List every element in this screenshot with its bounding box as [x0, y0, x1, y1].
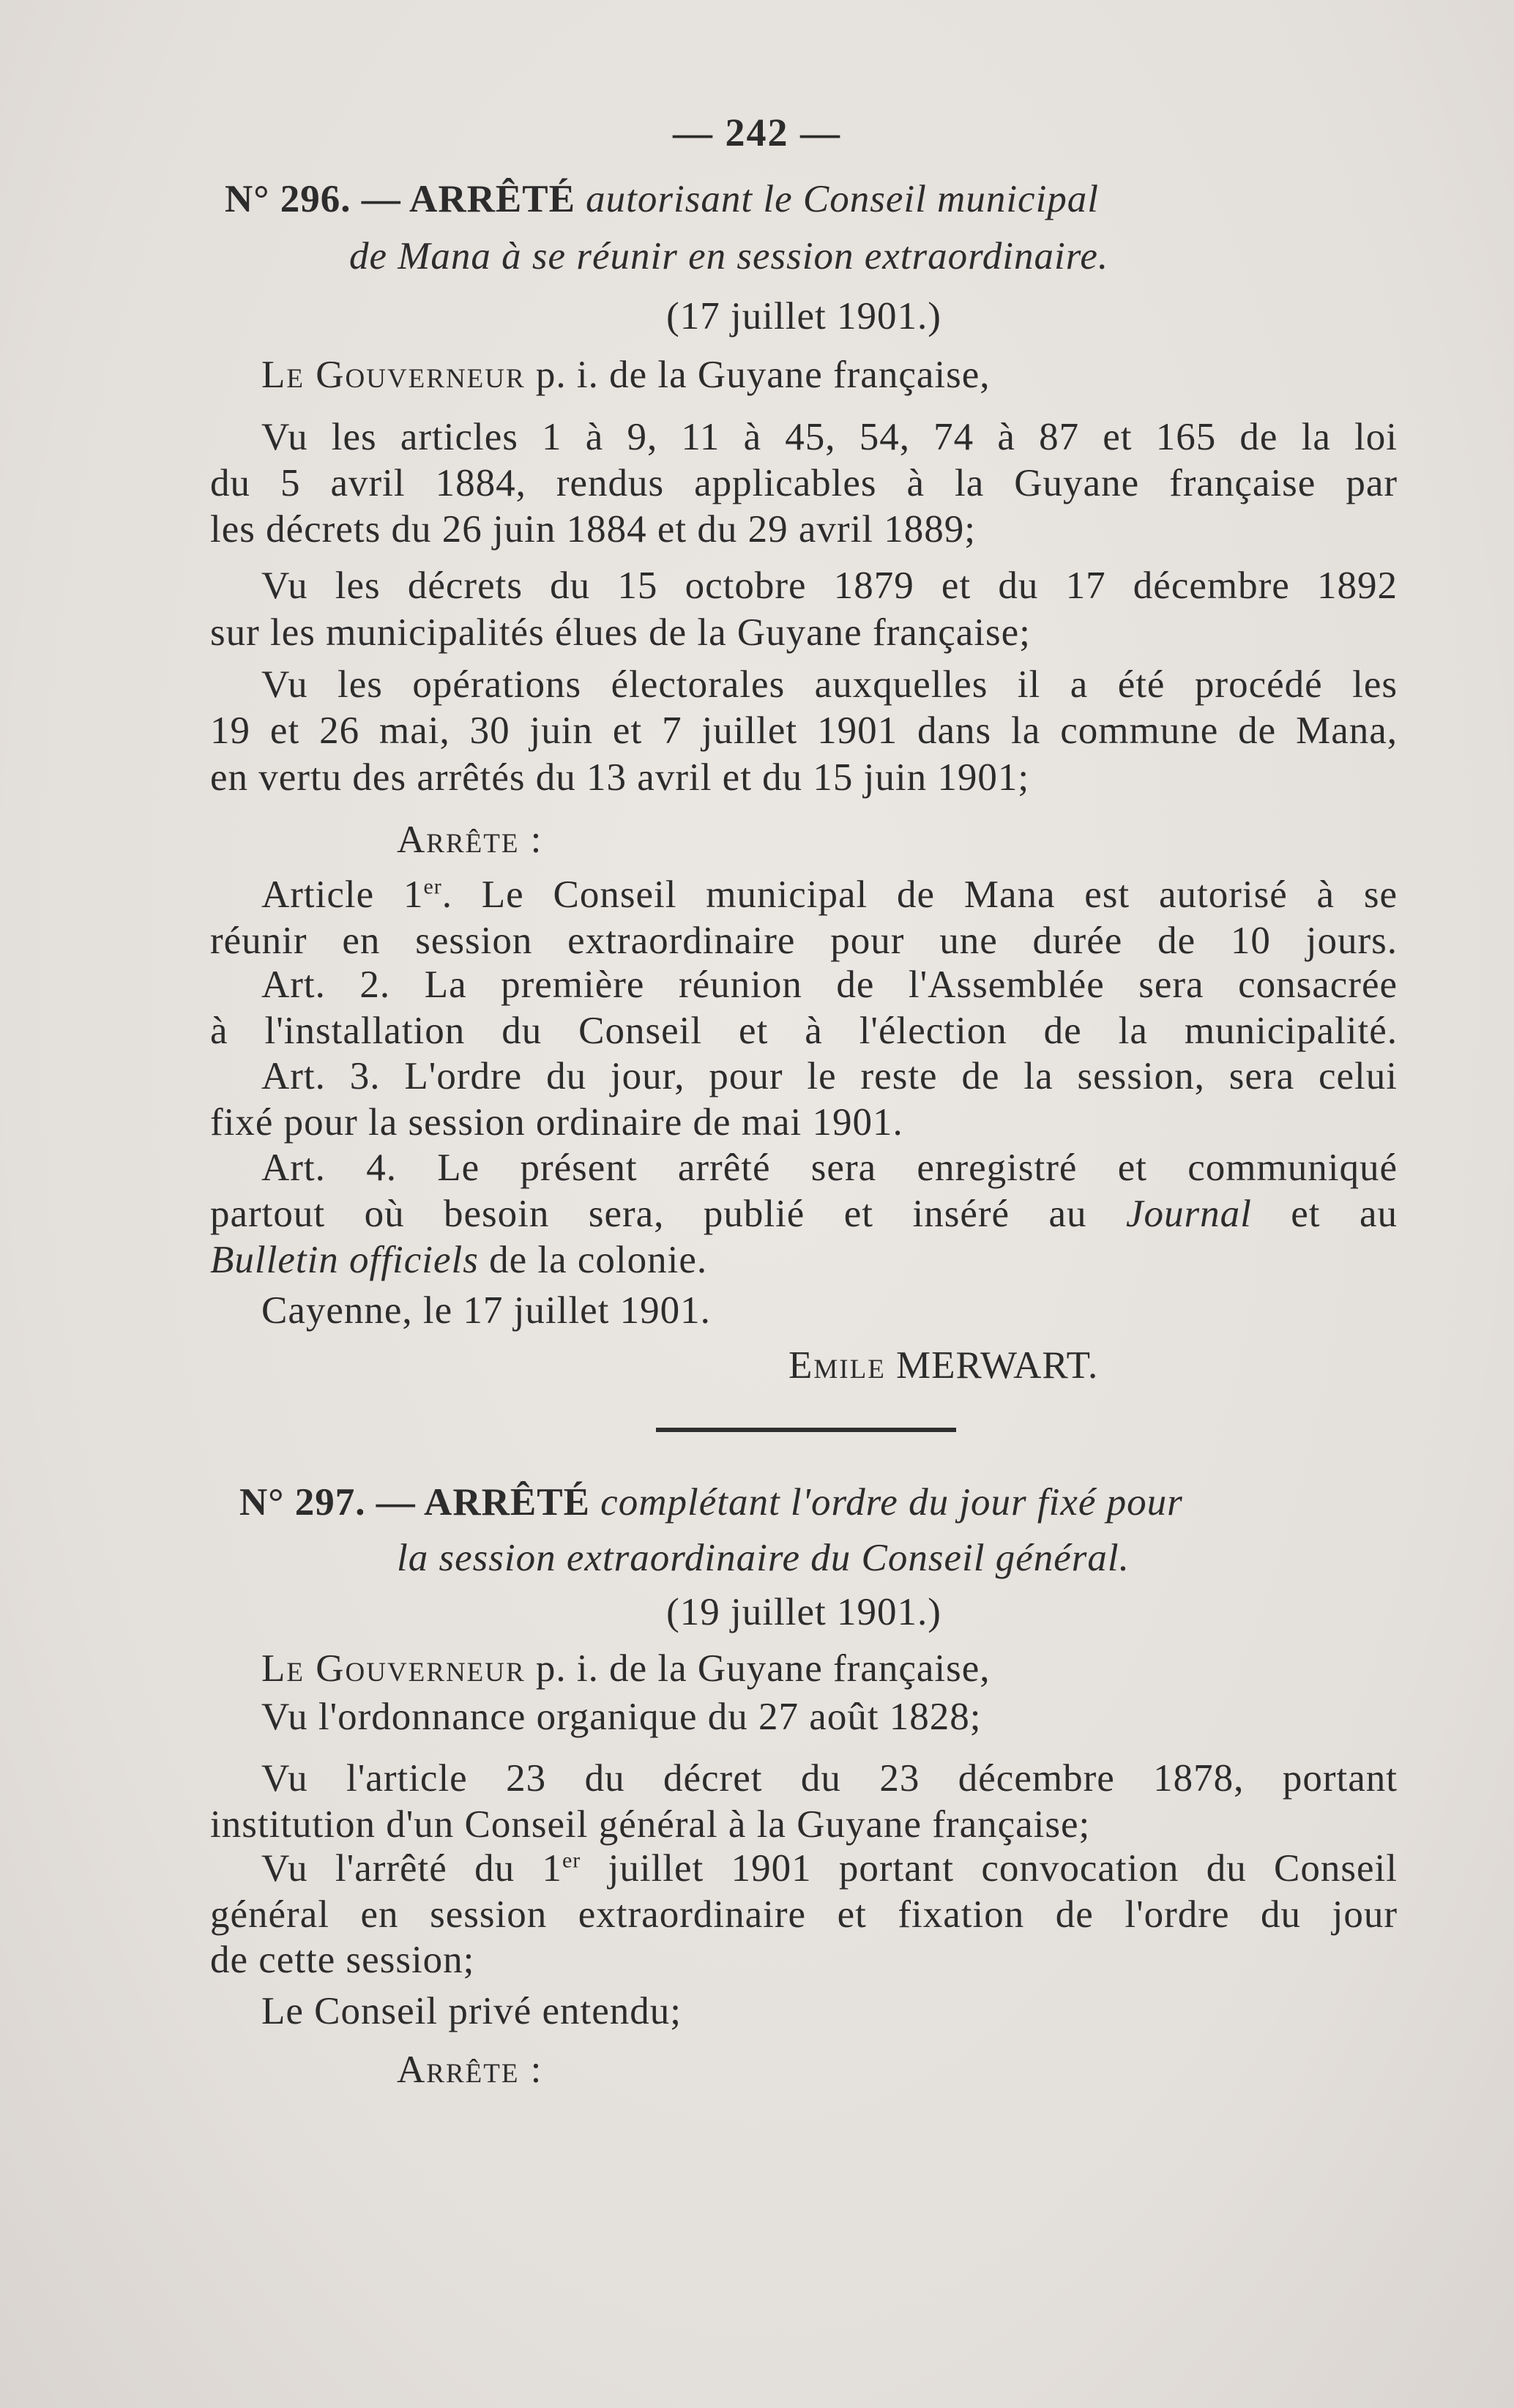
- decree-296-heading-rest: autorisant le Conseil municipal: [575, 178, 1100, 220]
- decree-297-gouverneur: [210, 1645, 1398, 1692]
- decree-297-visa1: Vu l'ordonnance organique du 27 août 1828;: [261, 1696, 982, 1738]
- decree-296-place-date: Cayenne, le 17 juillet 1901.: [261, 1289, 711, 1332]
- decree-297-visa3-line2: général en session extraordinaire et fixation de l'ordre du jour: [210, 1893, 1398, 1936]
- page-number: — 242 —: [673, 111, 841, 154]
- visa3-text: Vu l'arrêté du 1: [261, 1847, 562, 1890]
- decree-297-visa3-line3: de cette session;: [210, 1939, 475, 1981]
- decree-296-signature: [788, 1342, 1374, 1389]
- decree-296-gouverneur: [210, 351, 1398, 398]
- decree-296-art3-line1: Art. 3. L'ordre du jour, pour le reste de la session, sera celui: [261, 1055, 1398, 1097]
- decree-296-art4-line3: [210, 1237, 1398, 1283]
- decree-297-conseil: Le Conseil privé entendu;: [261, 1990, 682, 2032]
- gouverneur-label: Le Gouverneur: [261, 354, 526, 396]
- decree-297-number: N° 297. — ARRÊTÉ: [239, 1481, 590, 1524]
- decree-296-number: N° 296. — ARRÊTÉ: [225, 178, 575, 220]
- art4-text: partout où besoin sera, publié et inséré au: [210, 1193, 1126, 1235]
- decree-296-art1-line1: [210, 871, 1398, 918]
- visa3-text-end: juillet 1901 portant convocation du Conseil: [581, 1847, 1398, 1890]
- art4-text-end: et au: [1251, 1193, 1398, 1235]
- decree-296-visa1-line2: du 5 avril 1884, rendus applicables à la Guyane française par: [210, 462, 1398, 504]
- decree-297-heading-line2: la session extraordinaire du Conseil général.: [397, 1537, 1130, 1579]
- decree-296-visa3-line3: en vertu des arrêtés du 13 avril et du 15 juin 1901;: [210, 756, 1030, 799]
- decree-297-visa2-line2: institution d'un Conseil général à la Guyane française;: [210, 1803, 1091, 1846]
- decree-296-art1-line2: réunir en session extraordinaire pour une durée de 10 jours.: [210, 920, 1398, 962]
- gouverneur-rest: p. i. de la Guyane française,: [525, 1647, 991, 1690]
- decree-296-visa3-line1: Vu les opérations électorales auxquelles il a été procédé les: [261, 663, 1398, 706]
- gouverneur-label: Le Gouverneur: [261, 1647, 526, 1690]
- decree-296-art4-line2: [210, 1190, 1398, 1237]
- decree-296-visa1-line3: les décrets du 26 juin 1884 et du 29 avril 1889;: [210, 508, 976, 551]
- art4-journal: Journal: [1125, 1193, 1252, 1235]
- decree-297-arrete: Arrête :: [397, 2049, 543, 2091]
- section-divider: [656, 1428, 956, 1432]
- decree-296-visa3-line2: 19 et 26 mai, 30 juin et 7 juillet 1901 dans la commune de Mana,: [210, 709, 1398, 752]
- gouverneur-rest: p. i. de la Guyane française,: [525, 354, 991, 396]
- decree-296-heading: [225, 176, 1412, 223]
- decree-297-date: (19 juillet 1901.): [666, 1591, 941, 1633]
- decree-296-art2-line2: à l'installation du Conseil et à l'élection de la municipalité.: [210, 1010, 1398, 1052]
- decree-297-visa3-line1: [210, 1845, 1398, 1892]
- art4-colonie: de la colonie.: [478, 1239, 708, 1281]
- art4-bulletin: Bulletin officiels: [210, 1239, 479, 1281]
- decree-297-visa2-line1: Vu l'article 23 du décret du 23 décembre 1878, portant: [261, 1757, 1398, 1800]
- decree-296-art4-line1: Art. 4. Le présent arrêté sera enregistré et communiqué: [261, 1147, 1398, 1189]
- decree-296-art3-line2: fixé pour la session ordinaire de mai 1901.: [210, 1101, 903, 1144]
- decree-296-heading-line2: de Mana à se réunir en session extraordinaire.: [349, 235, 1109, 277]
- decree-296-arrete: Arrête :: [397, 819, 543, 861]
- art1-sup: er: [423, 874, 442, 899]
- decree-296-visa1-line1: Vu les articles 1 à 9, 11 à 45, 54, 74 à 87 et 165 de la loi: [261, 416, 1398, 458]
- signature-last: MERWART.: [885, 1344, 1099, 1387]
- art1-label: Article 1: [261, 873, 424, 916]
- decree-296-date: (17 juillet 1901.): [666, 295, 941, 338]
- decree-296-visa2-line1: Vu les décrets du 15 octobre 1879 et du 17 décembre 1892: [261, 564, 1398, 607]
- art1-text: . Le Conseil municipal de Mana est autorisé à se: [441, 873, 1398, 916]
- decree-297-heading-rest: complétant l'ordre du jour fixé pour: [589, 1481, 1183, 1524]
- signature-first: Emile: [788, 1344, 886, 1387]
- decree-297-heading: [239, 1479, 1427, 1526]
- visa3-sup: er: [562, 1848, 581, 1873]
- decree-296-visa2-line2: sur les municipalités élues de la Guyane française;: [210, 611, 1031, 654]
- decree-296-art2-line1: Art. 2. La première réunion de l'Assemblée sera consacrée: [261, 963, 1398, 1006]
